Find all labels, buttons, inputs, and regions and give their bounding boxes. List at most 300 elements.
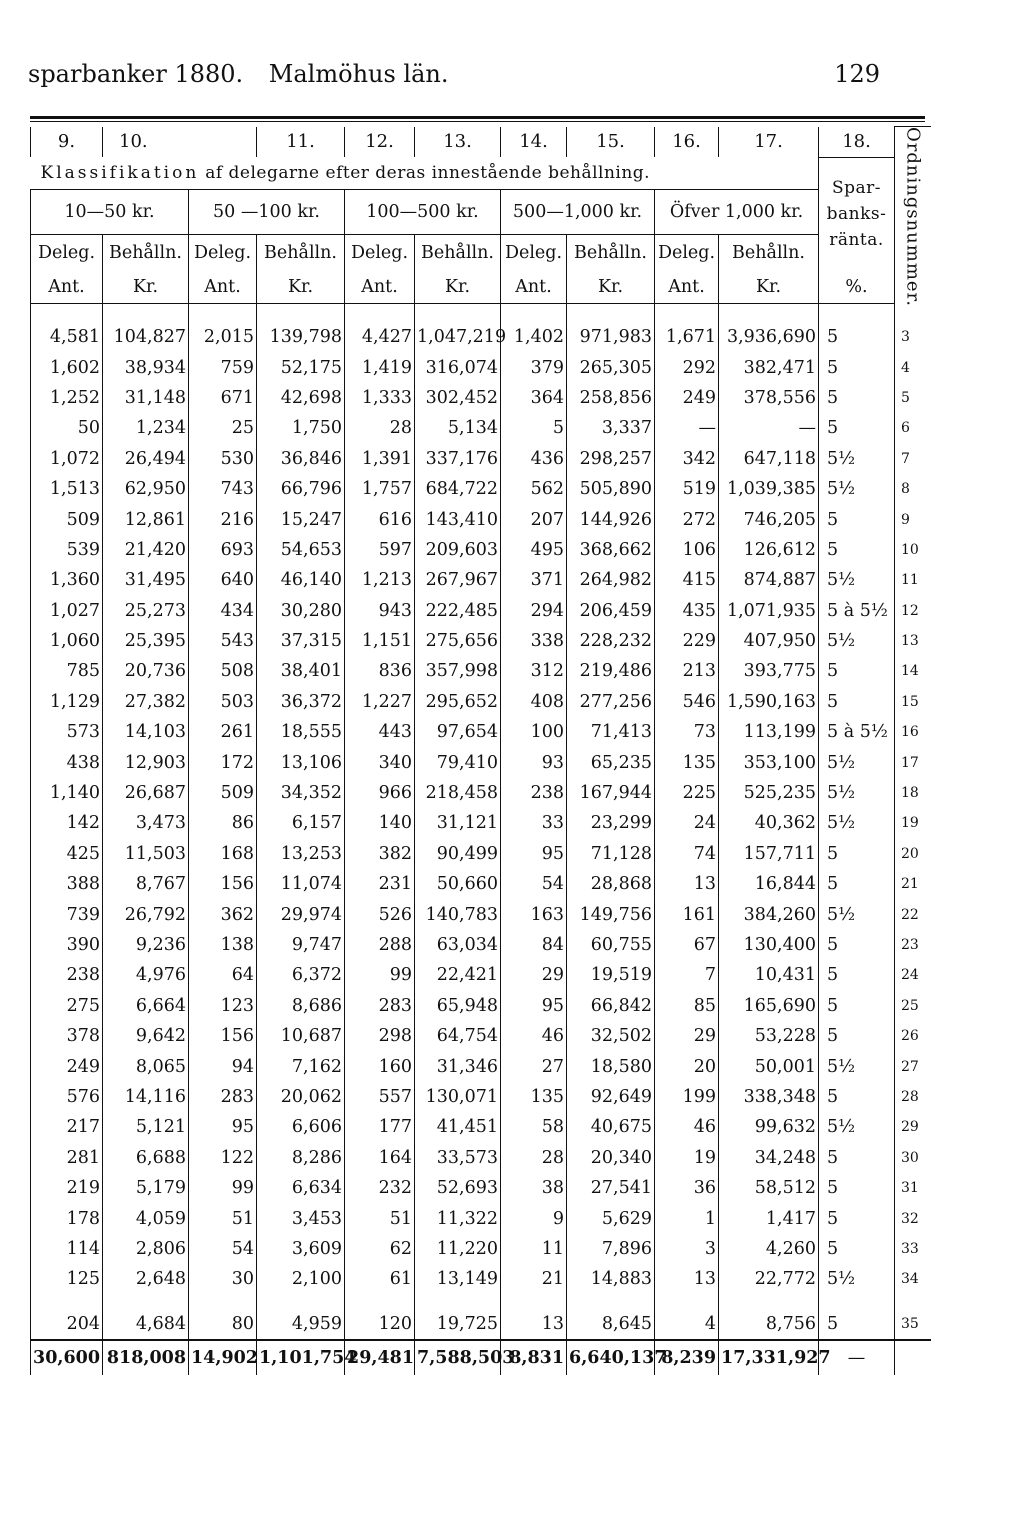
rate-cell: 5	[819, 930, 895, 960]
value-cell: 342	[655, 444, 719, 474]
spar-line: Spar-	[831, 178, 882, 199]
value-cell: 1,039,385	[719, 474, 819, 504]
table-header	[31, 127, 931, 307]
value-cell: 58	[501, 1112, 567, 1142]
value-cell: 238	[31, 960, 103, 990]
value-cell: 525,235	[719, 778, 819, 808]
value-cell: 5,179	[103, 1173, 189, 1203]
value-cell: 18,555	[257, 717, 345, 747]
rate-cell: 5	[819, 687, 895, 717]
value-cell: 28	[345, 413, 415, 443]
gap-cell	[819, 304, 895, 323]
rate-cell: 5	[819, 839, 895, 869]
value-cell: 156	[189, 869, 257, 899]
value-cell: 1,360	[31, 565, 103, 595]
table-row	[31, 504, 931, 534]
row-number-cell: 10	[895, 535, 931, 565]
value-cell: 19,519	[567, 960, 655, 990]
value-cell: 26,792	[103, 899, 189, 929]
value-cell: 1,391	[345, 444, 415, 474]
rate-cell: 5	[819, 413, 895, 443]
value-cell: 2,806	[103, 1234, 189, 1264]
deleg-header: Deleg.	[501, 235, 567, 272]
value-cell: 818,008	[103, 1340, 189, 1375]
value-cell: 6,157	[257, 808, 345, 838]
value-cell: 164	[345, 1143, 415, 1173]
gap-cell	[103, 304, 189, 323]
row-number-cell: 33	[895, 1234, 931, 1264]
value-cell: 438	[31, 747, 103, 777]
table-row	[31, 1112, 931, 1142]
value-cell: 106	[655, 535, 719, 565]
value-cell: 25,395	[103, 626, 189, 656]
value-cell: 509	[189, 778, 257, 808]
value-cell: 6,688	[103, 1143, 189, 1173]
rate-cell: 5	[819, 383, 895, 413]
ant-header: Ant.	[31, 271, 103, 304]
row-number-cell: 28	[895, 1082, 931, 1112]
spar-line: ränta.	[829, 230, 884, 251]
table-row	[31, 778, 931, 808]
value-cell: 51	[345, 1203, 415, 1233]
value-cell: 1	[655, 1203, 719, 1233]
value-cell: 1,072	[31, 444, 103, 474]
value-cell: 443	[345, 717, 415, 747]
value-cell: 8,286	[257, 1143, 345, 1173]
value-cell: 22,421	[415, 960, 501, 990]
value-cell: 62	[345, 1234, 415, 1264]
value-cell: 51	[189, 1203, 257, 1233]
value-cell: 671	[189, 383, 257, 413]
value-cell: 27,541	[567, 1173, 655, 1203]
value-cell: 213	[655, 656, 719, 686]
value-cell: 283	[189, 1082, 257, 1112]
value-cell: 30,600	[31, 1340, 103, 1375]
value-cell: 36	[655, 1173, 719, 1203]
row-number-cell: 14	[895, 656, 931, 686]
gap-cell	[345, 304, 415, 323]
col-number: 10.	[103, 127, 257, 158]
rate-cell: 5	[819, 960, 895, 990]
rate-cell: 5	[819, 991, 895, 1021]
value-cell: 272	[655, 504, 719, 534]
value-cell: 54	[501, 869, 567, 899]
spacer-row	[31, 1295, 931, 1309]
value-cell: 65,948	[415, 991, 501, 1021]
value-cell: 4,581	[31, 322, 103, 352]
row-number-cell: 8	[895, 474, 931, 504]
value-cell: 337,176	[415, 444, 501, 474]
table-row	[31, 535, 931, 565]
value-cell: 40,362	[719, 808, 819, 838]
value-cell: 298,257	[567, 444, 655, 474]
value-cell: 4,059	[103, 1203, 189, 1233]
value-cell: 746,205	[719, 504, 819, 534]
row-number-cell: 23	[895, 930, 931, 960]
spacer-cell	[257, 1295, 345, 1309]
value-cell: 125	[31, 1264, 103, 1294]
value-cell: 11,322	[415, 1203, 501, 1233]
value-cell: 1,513	[31, 474, 103, 504]
value-cell: 27	[501, 1051, 567, 1081]
value-cell: 29,481	[345, 1340, 415, 1375]
spacer-cell	[415, 1295, 501, 1309]
behalln-header: Behålln.	[567, 235, 655, 272]
range-row	[31, 190, 931, 235]
value-cell: 539	[31, 535, 103, 565]
value-cell: 378	[31, 1021, 103, 1051]
value-cell: 18,580	[567, 1051, 655, 1081]
table-row	[31, 1051, 931, 1081]
row-number-cell: 7	[895, 444, 931, 474]
top-rule-thin	[30, 121, 925, 122]
value-cell: 13	[501, 1309, 567, 1340]
value-cell: 161	[655, 899, 719, 929]
value-cell: 13,106	[257, 747, 345, 777]
rate-cell: 5	[819, 322, 895, 352]
col-number: 17.	[719, 127, 819, 158]
range-header: 500—1,000 kr.	[501, 190, 655, 235]
value-cell: 31,121	[415, 808, 501, 838]
value-cell: 393,775	[719, 656, 819, 686]
value-cell: 16,844	[719, 869, 819, 899]
value-cell: 1,252	[31, 383, 103, 413]
value-cell: 73	[655, 717, 719, 747]
value-cell: 6,664	[103, 991, 189, 1021]
classification-heading-rest: af delegarne efter deras innestående behållning.	[205, 163, 651, 183]
value-cell: 135	[501, 1082, 567, 1112]
rate-cell: 5½	[819, 1051, 895, 1081]
value-cell: 36,372	[257, 687, 345, 717]
value-cell: 785	[31, 656, 103, 686]
value-cell: 232	[345, 1173, 415, 1203]
value-cell: 54,653	[257, 535, 345, 565]
value-cell: 79,410	[415, 747, 501, 777]
gap-cell	[415, 304, 501, 323]
table-row	[31, 1264, 931, 1294]
table-row	[31, 687, 931, 717]
value-cell: —	[719, 413, 819, 443]
value-cell: 3,453	[257, 1203, 345, 1233]
value-cell: 80	[189, 1309, 257, 1340]
value-cell: 7,162	[257, 1051, 345, 1081]
rate-cell: 5 à 5½	[819, 596, 895, 626]
col-number: 9.	[31, 127, 103, 158]
value-cell: 104,827	[103, 322, 189, 352]
value-cell: 14,902	[189, 1340, 257, 1375]
value-cell: 275	[31, 991, 103, 1021]
row-number-cell: 15	[895, 687, 931, 717]
value-cell: 143,410	[415, 504, 501, 534]
value-cell: 378,556	[719, 383, 819, 413]
spacer-cell	[895, 1295, 931, 1309]
table-row	[31, 474, 931, 504]
value-cell: 53,228	[719, 1021, 819, 1051]
value-cell: 15,247	[257, 504, 345, 534]
value-cell: 21	[501, 1264, 567, 1294]
row-number-cell: 3	[895, 322, 931, 352]
value-cell: 31,346	[415, 1051, 501, 1081]
value-cell: 495	[501, 535, 567, 565]
range-header: 10—50 kr.	[31, 190, 189, 235]
rate-cell: 5	[819, 352, 895, 382]
value-cell: 219,486	[567, 656, 655, 686]
rate-cell: 5	[819, 656, 895, 686]
value-cell: 34,248	[719, 1143, 819, 1173]
spacer-cell	[719, 1295, 819, 1309]
value-cell: 8,756	[719, 1309, 819, 1340]
value-cell: 156	[189, 1021, 257, 1051]
gap-cell	[31, 304, 103, 323]
value-cell: 229	[655, 626, 719, 656]
value-cell: 966	[345, 778, 415, 808]
row-number-cell: 6	[895, 413, 931, 443]
value-cell: 640	[189, 565, 257, 595]
table-row	[31, 991, 931, 1021]
value-cell: 379	[501, 352, 567, 382]
spar-line: banks-	[826, 204, 887, 225]
value-cell: 562	[501, 474, 567, 504]
value-cell: 167,944	[567, 778, 655, 808]
value-cell: 13	[655, 869, 719, 899]
table-row	[31, 1021, 931, 1051]
value-cell: 281	[31, 1143, 103, 1173]
ant-header: Ant.	[189, 271, 257, 304]
spacer-cell	[819, 1295, 895, 1309]
value-cell: 436	[501, 444, 567, 474]
value-cell: 435	[655, 596, 719, 626]
value-cell: 218,458	[415, 778, 501, 808]
value-cell: 27,382	[103, 687, 189, 717]
gap-cell	[189, 304, 257, 323]
value-cell: 13,253	[257, 839, 345, 869]
row-number-cell: 22	[895, 899, 931, 929]
rate-cell: 5	[819, 535, 895, 565]
value-cell: 29,974	[257, 899, 345, 929]
ordningsnummer-header: Ordningsnummer.	[895, 127, 931, 304]
row-number-cell: 5	[895, 383, 931, 413]
totals-row	[31, 1340, 931, 1375]
value-cell: 46	[655, 1112, 719, 1142]
row-number-cell: 27	[895, 1051, 931, 1081]
gap-row	[31, 304, 931, 323]
kr-header: Kr.	[103, 271, 189, 304]
value-cell: 1,129	[31, 687, 103, 717]
col-number: 12.	[345, 127, 415, 158]
rate-cell: 5	[819, 504, 895, 534]
value-cell: 160	[345, 1051, 415, 1081]
value-cell: 338,348	[719, 1082, 819, 1112]
value-cell: 26,494	[103, 444, 189, 474]
value-cell: 5	[501, 413, 567, 443]
value-cell: 9,747	[257, 930, 345, 960]
row-number-cell: 17	[895, 747, 931, 777]
value-cell: 7	[655, 960, 719, 990]
value-cell: 576	[31, 1082, 103, 1112]
value-cell: 177	[345, 1112, 415, 1142]
table-row	[31, 1173, 931, 1203]
value-cell: 425	[31, 839, 103, 869]
value-cell: 684,722	[415, 474, 501, 504]
col-number: 15.	[567, 127, 655, 158]
value-cell: 10,431	[719, 960, 819, 990]
table-body	[31, 304, 931, 1375]
value-cell: 120	[345, 1309, 415, 1340]
value-cell: 312	[501, 656, 567, 686]
value-cell: 231	[345, 869, 415, 899]
value-cell: 10,687	[257, 1021, 345, 1051]
gap-cell	[501, 304, 567, 323]
value-cell: 362	[189, 899, 257, 929]
ant-header: Ant.	[655, 271, 719, 304]
rate-cell: —	[819, 1340, 895, 1375]
value-cell: 25	[189, 413, 257, 443]
value-cell: 8,239	[655, 1340, 719, 1375]
value-cell: 21,420	[103, 535, 189, 565]
behalln-header: Behålln.	[103, 235, 189, 272]
value-cell: 1,333	[345, 383, 415, 413]
row-number-cell: 25	[895, 991, 931, 1021]
behalln-header: Behålln.	[257, 235, 345, 272]
rate-cell: 5	[819, 1082, 895, 1112]
rate-cell: 5½	[819, 1112, 895, 1142]
value-cell: 207	[501, 504, 567, 534]
value-cell: 40,675	[567, 1112, 655, 1142]
value-cell: 4,976	[103, 960, 189, 990]
value-cell: 434	[189, 596, 257, 626]
value-cell: 249	[655, 383, 719, 413]
value-cell: 67	[655, 930, 719, 960]
value-cell: 7,896	[567, 1234, 655, 1264]
value-cell: 74	[655, 839, 719, 869]
ant-header: Ant.	[345, 271, 415, 304]
value-cell: 6,634	[257, 1173, 345, 1203]
value-cell: 3	[655, 1234, 719, 1264]
value-cell: 1,060	[31, 626, 103, 656]
value-cell: 38	[501, 1173, 567, 1203]
value-cell: 503	[189, 687, 257, 717]
value-cell: 14,103	[103, 717, 189, 747]
value-cell: 178	[31, 1203, 103, 1233]
value-cell: 1,750	[257, 413, 345, 443]
value-cell: 225	[655, 778, 719, 808]
value-cell: 693	[189, 535, 257, 565]
value-cell: 65,235	[567, 747, 655, 777]
value-cell: 388	[31, 869, 103, 899]
kr-header: Kr.	[567, 271, 655, 304]
value-cell: 415	[655, 565, 719, 595]
value-cell: 1,140	[31, 778, 103, 808]
value-cell: 5,134	[415, 413, 501, 443]
row-number-cell: 31	[895, 1173, 931, 1203]
row-number-cell: 20	[895, 839, 931, 869]
kr-header: Kr.	[257, 271, 345, 304]
row-number-cell: 11	[895, 565, 931, 595]
value-cell: 63,034	[415, 930, 501, 960]
value-cell: 1,419	[345, 352, 415, 382]
value-cell: 4,427	[345, 322, 415, 352]
value-cell: 836	[345, 656, 415, 686]
spacer-cell	[31, 1295, 103, 1309]
value-cell: 1,602	[31, 352, 103, 382]
value-cell: 66,796	[257, 474, 345, 504]
value-cell: 8,767	[103, 869, 189, 899]
value-cell: 6,640,137	[567, 1340, 655, 1375]
value-cell: 759	[189, 352, 257, 382]
value-cell: 50	[31, 413, 103, 443]
behalln-header: Behålln.	[719, 235, 819, 272]
kr-header: Kr.	[719, 271, 819, 304]
value-cell: 90,499	[415, 839, 501, 869]
value-cell: 50,001	[719, 1051, 819, 1081]
table-row	[31, 565, 931, 595]
value-cell: 557	[345, 1082, 415, 1112]
spacer-cell	[189, 1295, 257, 1309]
value-cell: 1,234	[103, 413, 189, 443]
value-cell: 168	[189, 839, 257, 869]
value-cell: 1,227	[345, 687, 415, 717]
value-cell: 32,502	[567, 1021, 655, 1051]
classification-heading-row	[31, 157, 931, 190]
value-cell: 28	[501, 1143, 567, 1173]
value-cell: 283	[345, 991, 415, 1021]
row-number-cell: 34	[895, 1264, 931, 1294]
table-row	[31, 444, 931, 474]
value-cell: 228,232	[567, 626, 655, 656]
value-cell: 29	[655, 1021, 719, 1051]
value-cell: 4,684	[103, 1309, 189, 1340]
col-number: 16.	[655, 127, 719, 158]
value-cell: 8,831	[501, 1340, 567, 1375]
table-row	[31, 960, 931, 990]
value-cell: 288	[345, 930, 415, 960]
value-cell: 165,690	[719, 991, 819, 1021]
unit-row	[31, 271, 931, 304]
value-cell: 277,256	[567, 687, 655, 717]
value-cell: 204	[31, 1309, 103, 1340]
value-cell: 2,648	[103, 1264, 189, 1294]
rate-cell: 5½	[819, 626, 895, 656]
gap-cell	[257, 304, 345, 323]
value-cell: 163	[501, 899, 567, 929]
value-cell: 597	[345, 535, 415, 565]
value-cell: 573	[31, 717, 103, 747]
value-cell: 140,783	[415, 899, 501, 929]
row-number-cell	[895, 1340, 931, 1375]
value-cell: 99	[189, 1173, 257, 1203]
value-cell: 36,846	[257, 444, 345, 474]
value-cell: 11,503	[103, 839, 189, 869]
col-number: 18.	[819, 127, 895, 158]
value-cell: 149,756	[567, 899, 655, 929]
value-cell: 41,451	[415, 1112, 501, 1142]
rate-cell: 5½	[819, 474, 895, 504]
value-cell: 31,495	[103, 565, 189, 595]
value-cell: 384,260	[719, 899, 819, 929]
value-cell: 30	[189, 1264, 257, 1294]
row-number-cell: 21	[895, 869, 931, 899]
spacer-cell	[501, 1295, 567, 1309]
deleg-header: Deleg.	[189, 235, 257, 272]
value-cell: 20,340	[567, 1143, 655, 1173]
value-cell: 19	[655, 1143, 719, 1173]
rate-cell: 5	[819, 1021, 895, 1051]
value-cell: 258,856	[567, 383, 655, 413]
col-number: 14.	[501, 127, 567, 158]
row-number-cell: 18	[895, 778, 931, 808]
rate-cell: 5½	[819, 747, 895, 777]
kr-header: Kr.	[415, 271, 501, 304]
